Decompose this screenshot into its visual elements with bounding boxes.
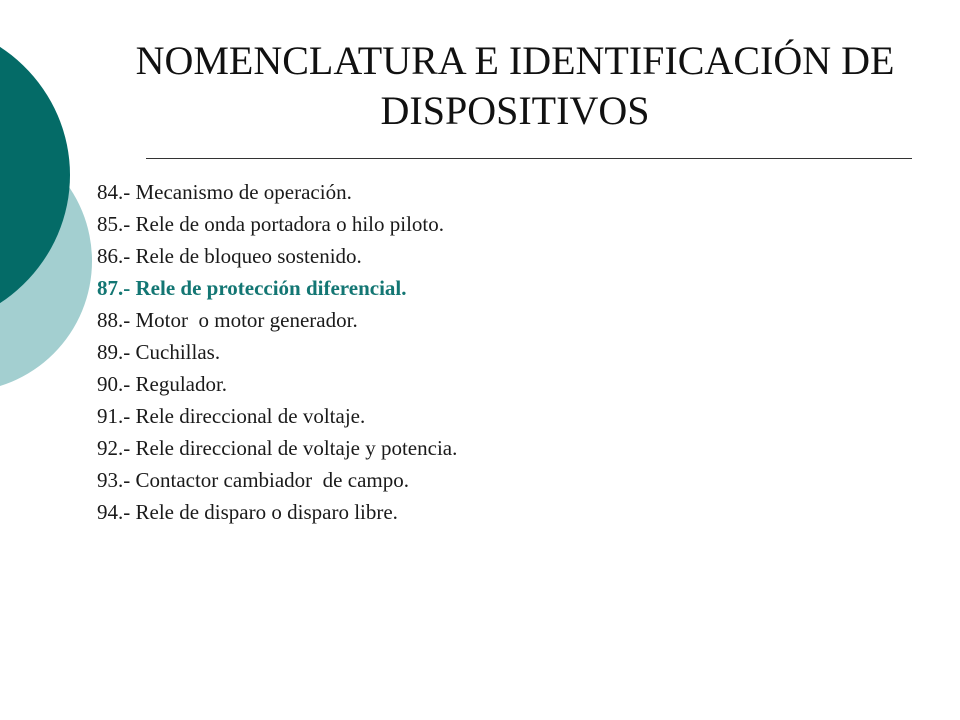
title-divider bbox=[146, 158, 912, 159]
device-list bbox=[97, 176, 457, 528]
slide-title: NOMENCLATURA E IDENTIFICACIÓN DE DISPOSITIVOS bbox=[135, 38, 895, 133]
list-item: 89.- Cuchillas. bbox=[97, 340, 221, 364]
list-item: 93.- Contactor cambiador de campo. bbox=[97, 468, 409, 492]
list-item: 85.- Rele de onda portadora o hilo piloto. bbox=[97, 212, 445, 236]
list-item: 91.- Rele direccional de voltaje. bbox=[97, 404, 366, 428]
list-item: 86.- Rele de bloqueo sostenido. bbox=[97, 244, 362, 268]
list-item: 84.- Mecanismo de operación. bbox=[97, 180, 352, 204]
list-item: 90.- Regulador. bbox=[97, 372, 228, 396]
list-item: 88.- Motor o motor generador. bbox=[97, 308, 358, 332]
list-item: 94.- Rele de disparo o disparo libre. bbox=[97, 500, 398, 524]
list-item: 92.- Rele direccional de voltaje y potencia. bbox=[97, 436, 458, 460]
list-item-highlighted: 87.- Rele de protección diferencial. bbox=[97, 276, 407, 300]
